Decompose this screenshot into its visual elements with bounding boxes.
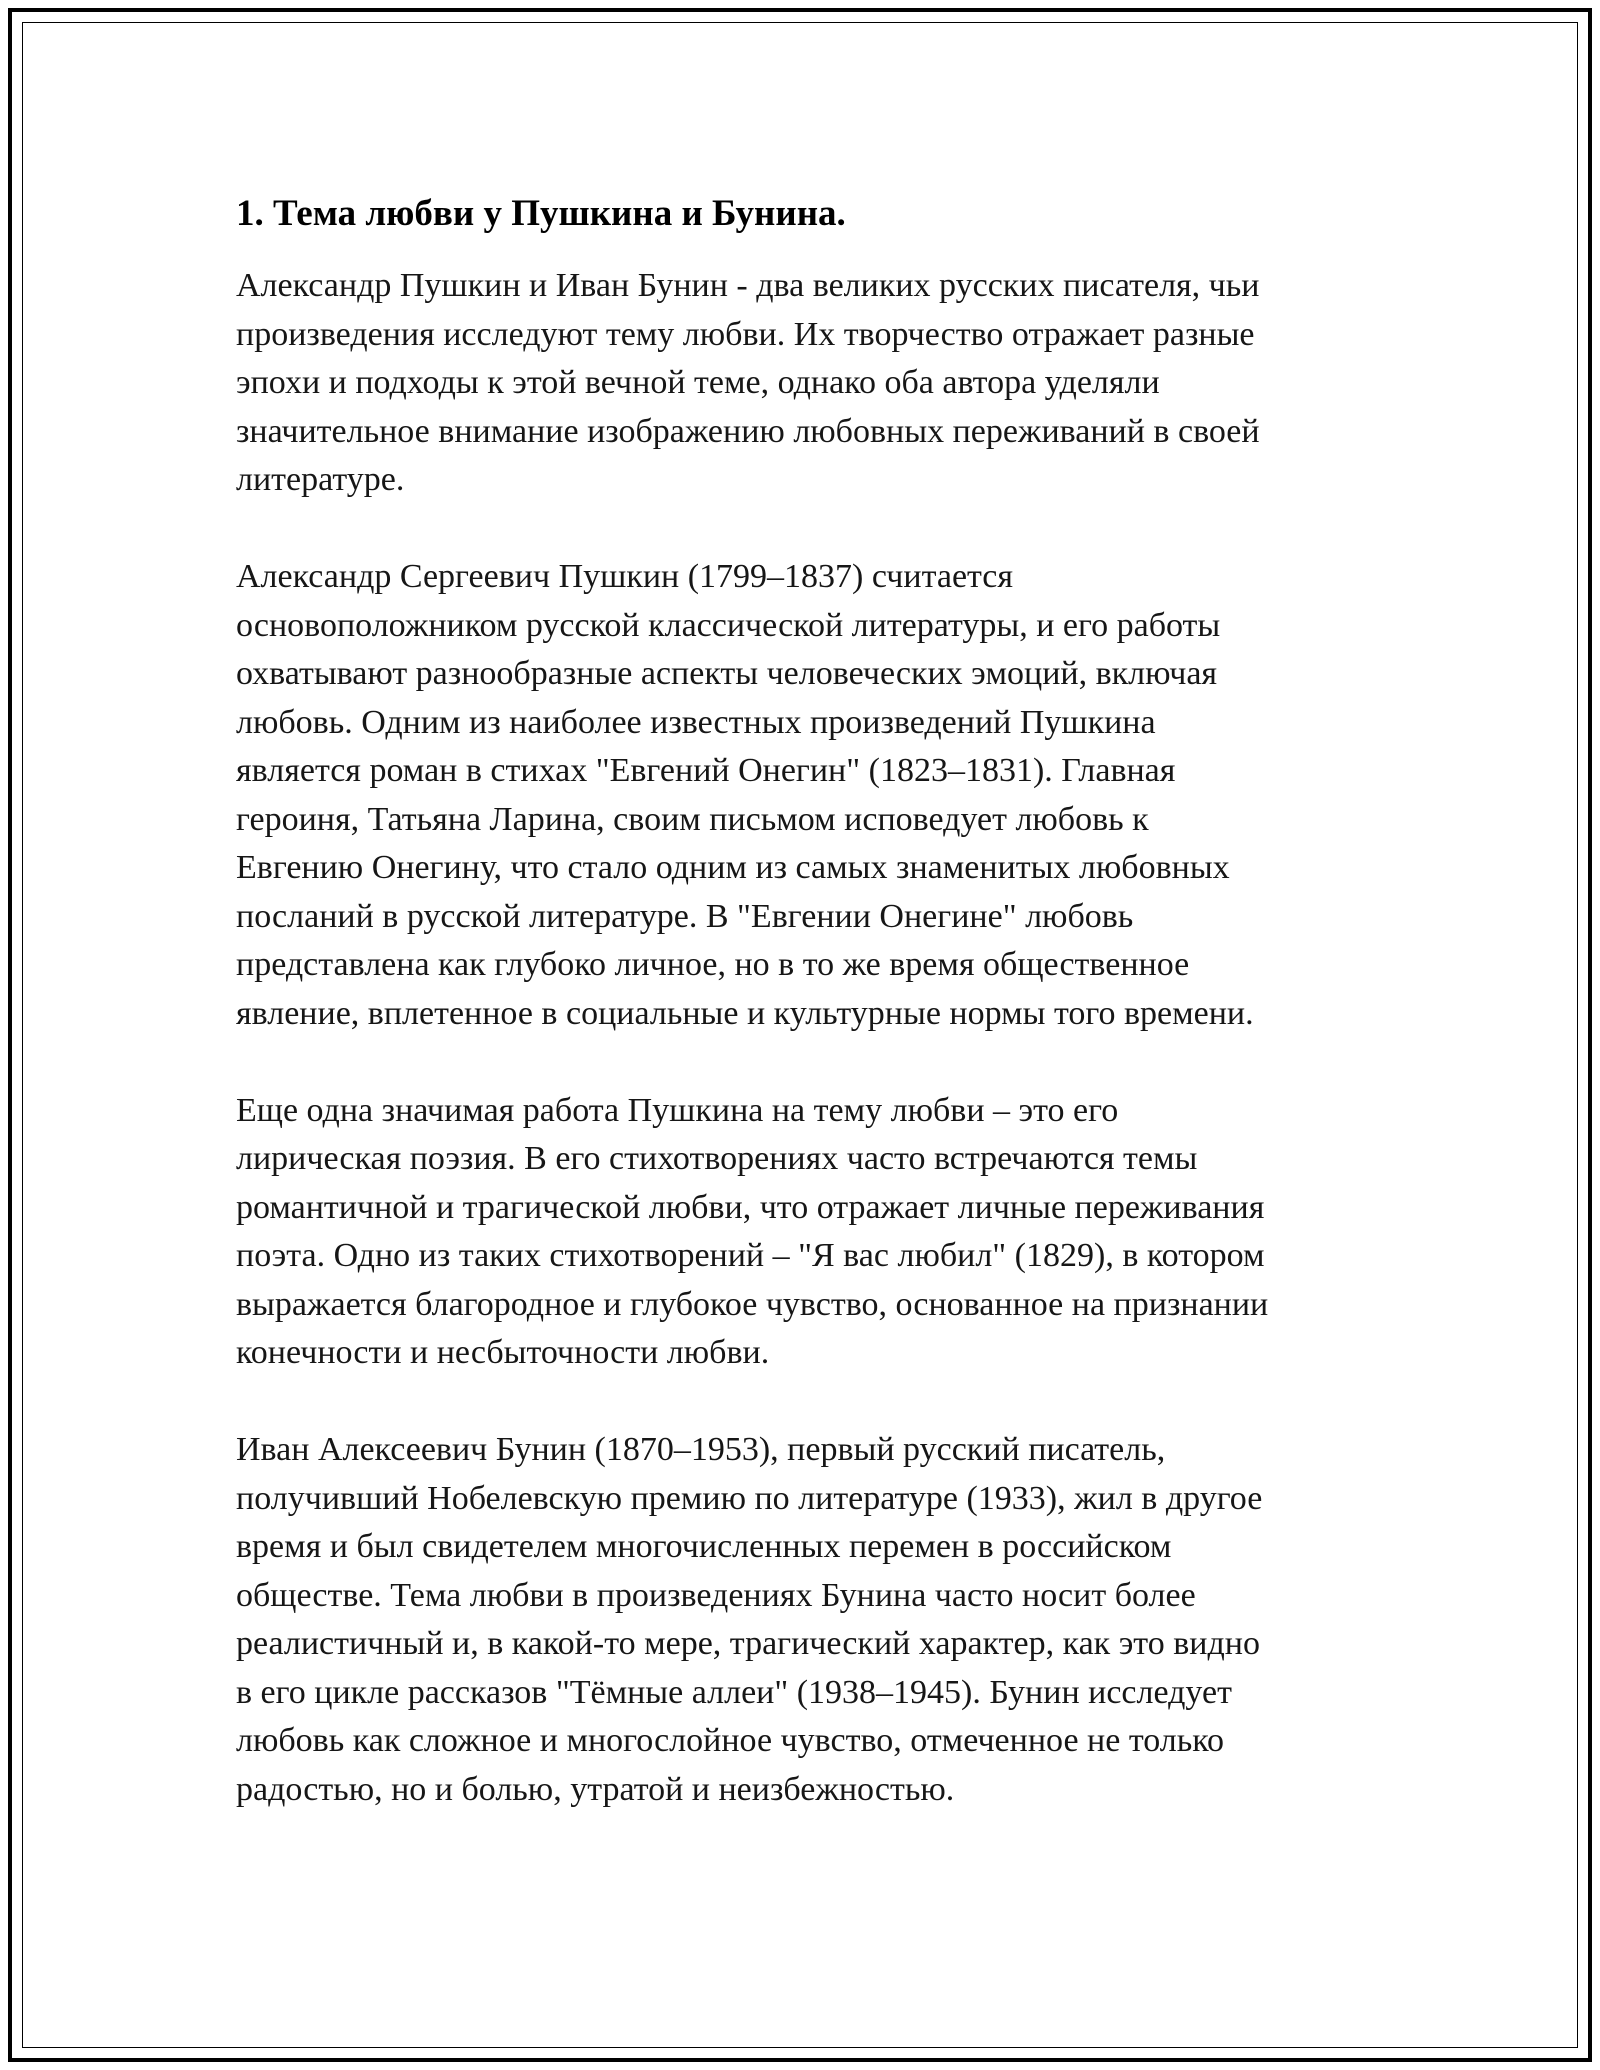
paragraph-line: конечности и несбыточности любви.	[236, 1334, 770, 1371]
paragraph-line: является роман в стихах "Евгений Онегин" (1823–1831). Главная	[236, 752, 1176, 789]
paragraph-line: время и был свидетелем многочисленных перемен в российском	[236, 1528, 1172, 1565]
paragraph-line: Иван Алексеевич Бунин (1870–1953), первый русский писатель,	[236, 1431, 1166, 1468]
paragraph-bunin	[236, 1426, 1386, 1814]
paragraph-line: Евгению Онегину, что стало одним из самых знаменитых любовных	[236, 849, 1230, 886]
paragraph-line: основоположником русской классической литературы, и его работы	[236, 606, 1221, 644]
paragraph-line: представлена как глубоко личное, но в то же время общественное	[236, 946, 1190, 983]
paragraph-line: Александр Сергеевич Пушкин (1799–1837) считается	[236, 558, 1014, 595]
paragraph-line: любовь. Одним из наиболее известных произведений Пушкина	[236, 703, 1156, 741]
document-body	[236, 190, 1386, 1863]
paragraph-line: произведения исследуют тему любви. Их творчество отражает разные	[236, 315, 1255, 353]
paragraph-line: получивший Нобелевскую премию по литературе (1933), жил в другое	[236, 1479, 1263, 1517]
paragraph-line: в его цикле рассказов "Тёмные аллеи" (1938–1945). Бунин исследует	[236, 1673, 1232, 1711]
paragraph-line: обществе. Тема любви в произведениях Бунина часто носит более	[236, 1576, 1196, 1614]
paragraph-line: посланий в русской литературе. В "Евгении Онегине" любовь	[236, 897, 1134, 935]
paragraph-line: радостью, но и болью, утратой и неизбежностью.	[236, 1770, 955, 1808]
paragraph-line: выражается благородное и глубокое чувство, основанное на признании	[236, 1285, 1269, 1323]
paragraph-line: лирическая поэзия. В его стихотворениях часто встречаются темы	[236, 1140, 1198, 1177]
section-heading: 1. Тема любви у Пушкина и Бунина.	[236, 193, 846, 234]
paragraph-intro	[236, 262, 1386, 505]
paragraph-pushkin	[236, 553, 1386, 1038]
paragraph-line: явление, вплетенное в социальные и культурные нормы того времени.	[236, 994, 1254, 1032]
paragraph-line: Еще одна значимая работа Пушкина на тему любви – это его	[236, 1091, 1119, 1129]
paragraph-line: литературе.	[236, 461, 405, 498]
paragraph-pushkin-lyrics	[236, 1087, 1386, 1378]
paragraph-line: реалистичный и, в какой-то мере, трагический характер, как это видно	[236, 1625, 1260, 1662]
paragraph-line: эпохи и подходы к этой вечной теме, однако оба автора уделяли	[236, 364, 1160, 401]
paragraph-line: поэта. Одно из таких стихотворений – "Я вас любил" (1829), в котором	[236, 1237, 1265, 1274]
paragraph-line: героиня, Татьяна Ларина, своим письмом исповедует любовь к	[236, 800, 1149, 838]
paragraph-line: охватывают разнообразные аспекты человеческих эмоций, включая	[236, 655, 1218, 692]
paragraph-line: значительное внимание изображению любовных переживаний в своей	[236, 412, 1260, 450]
paragraph-line: романтичной и трагической любви, что отражает личные переживания	[236, 1188, 1265, 1226]
paragraph-line: Александр Пушкин и Иван Бунин - два великих русских писателя, чьи	[236, 267, 1260, 304]
paragraph-line: любовь как сложное и многослойное чувство, отмеченное не только	[236, 1722, 1225, 1759]
